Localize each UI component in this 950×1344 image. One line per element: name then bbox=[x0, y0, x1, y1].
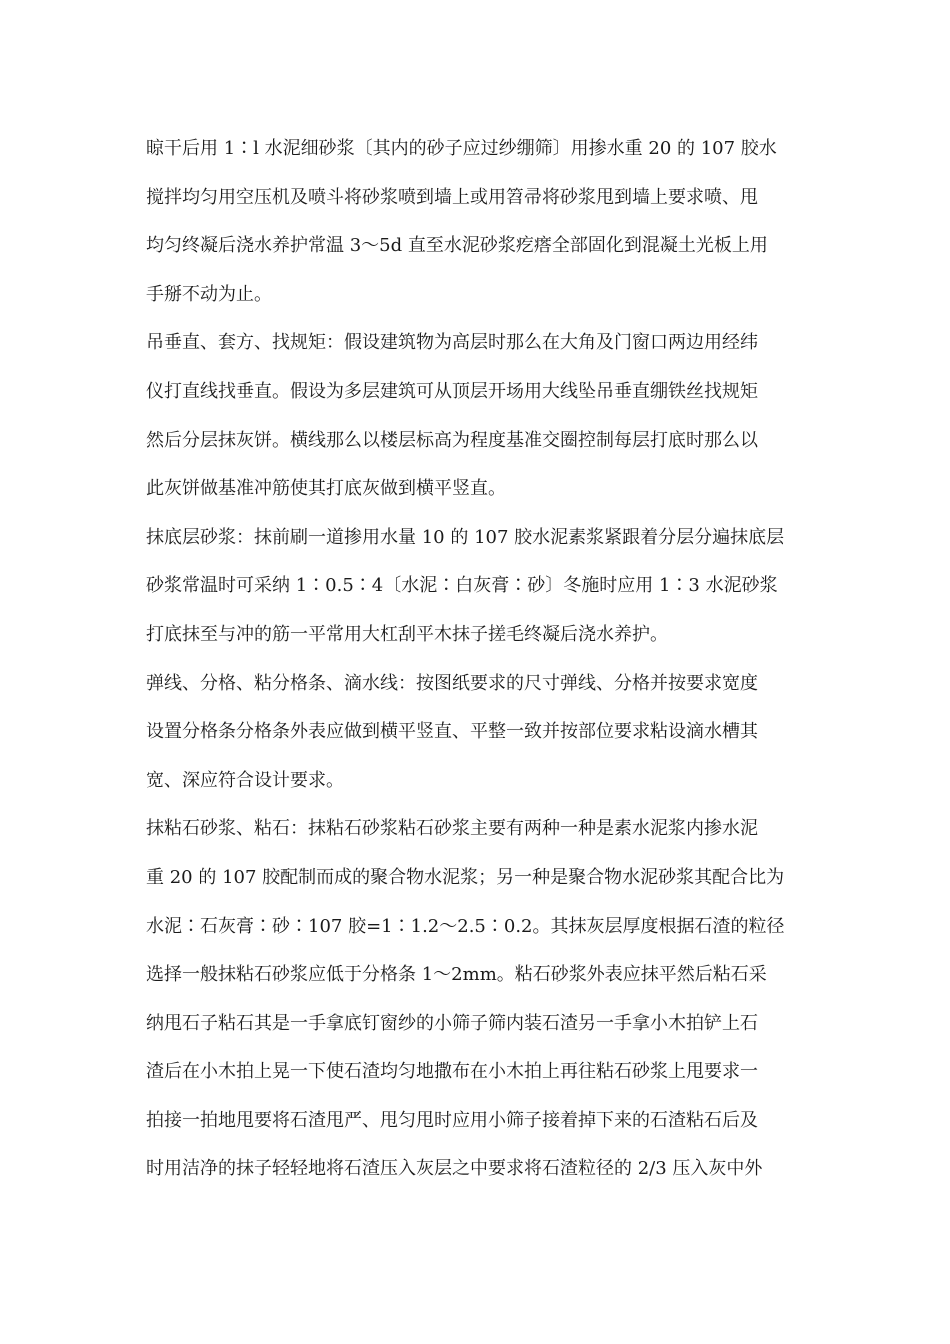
text-line: 水泥∶石灰膏∶砂∶107 胶=1∶1.2～2.5∶0.2。其抹灰层厚度根据石渣的粒径 bbox=[146, 915, 785, 937]
text-line: 抹底层砂浆：抹前刷一道掺用水量 10 的 107 胶水泥素浆紧跟着分层分遍抹底层 bbox=[146, 526, 785, 548]
text-line: 拍接一拍地甩要将石渣甩严、甩匀甩时应用小筛子接着掉下来的石渣粘石后及 bbox=[146, 1109, 758, 1131]
text-line: 此灰饼做基准冲筋使其打底灰做到横平竖直。 bbox=[146, 478, 506, 500]
text-line: 然后分层抹灰饼。横线那么以楼层标高为程度基准交圈控制每层打底时那么以 bbox=[146, 429, 758, 451]
text-line: 砂浆常温时可采纳 1∶0.5∶4〔水泥∶白灰膏∶砂〕冬施时应用 1∶3 水泥砂浆 bbox=[146, 575, 778, 597]
text-line: 选择一般抹粘石砂浆应低于分格条 1～2mm。粘石砂浆外表应抹平然后粘石采 bbox=[146, 964, 767, 986]
text-line: 设置分格条分格条外表应做到横平竖直、平整一致并按部位要求粘设滴水槽其 bbox=[146, 721, 758, 743]
text-line: 弹线、分格、粘分格条、滴水线：按图纸要求的尺寸弹线、分格并按要求宽度 bbox=[146, 672, 758, 694]
text-line: 晾干后用 1∶l 水泥细砂浆〔其内的砂子应过纱绷筛〕用掺水重 20 的 107 胶水 bbox=[146, 138, 777, 159]
text-line: 抹粘石砂浆、粘石：抹粘石砂浆粘石砂浆主要有两种一种是素水泥浆内掺水泥 bbox=[146, 818, 758, 840]
text-line: 搅拌均匀用空压机及喷斗将砂浆喷到墙上或用笤帚将砂浆甩到墙上要求喷、甩 bbox=[146, 186, 758, 208]
body-text bbox=[146, 125, 816, 1194]
text-line: 渣后在小木拍上晃一下使石渣均匀地撒布在小木拍上再往粘石砂浆上甩要求一 bbox=[146, 1061, 758, 1083]
text-line: 手掰不动为止。 bbox=[146, 283, 272, 305]
text-line: 吊垂直、套方、找规矩：假设建筑物为高层时那么在大角及门窗口两边用经纬 bbox=[146, 332, 758, 354]
text-line: 纳甩石子粘石其是一手拿底钉窗纱的小筛子筛内装石渣另一手拿小木拍铲上石 bbox=[146, 1012, 758, 1034]
text-line: 均匀终凝后浇水养护常温 3～5d 直至水泥砂浆疙瘩全部固化到混凝土光板上用 bbox=[146, 235, 768, 257]
text-line: 宽、深应符合设计要求。 bbox=[146, 769, 344, 791]
text-line: 打底抹至与冲的筋一平常用大杠刮平木抹子搓毛终凝后浇水养护。 bbox=[146, 623, 668, 645]
text-line: 仪打直线找垂直。假设为多层建筑可从顶层开场用大线坠吊垂直绷铁丝找规矩 bbox=[146, 380, 758, 402]
text-line: 重 20 的 107 胶配制而成的聚合物水泥浆；另一种是聚合物水泥砂浆其配合比为 bbox=[146, 866, 785, 888]
text-line: 时用洁净的抹子轻轻地将石渣压入灰层之中要求将石渣粒径的 2/3 压入灰中外 bbox=[146, 1158, 763, 1180]
